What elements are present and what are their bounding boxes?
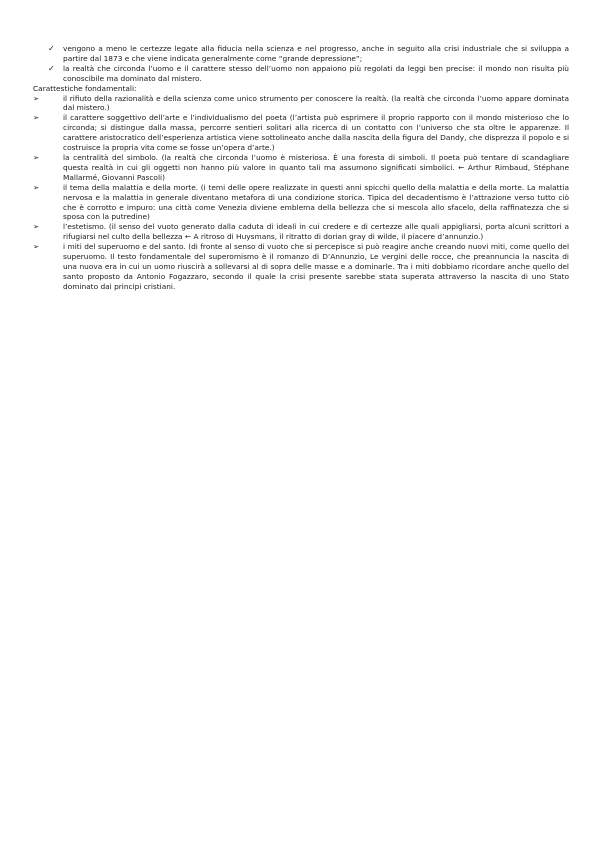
arrow-bullet-icon: ➢ bbox=[33, 242, 40, 252]
arrow-list-item bbox=[33, 153, 569, 183]
arrow-bullet-icon: ➢ bbox=[33, 113, 40, 123]
list-item-text: la realtà che circonda l’uomo e il carattere stesso dell’uomo non appaiono più regolati da leggi ben precise: il mondo non risulta più conoscibile ma dominato dal mistero. bbox=[63, 63, 569, 83]
check-list-item bbox=[33, 64, 569, 84]
list-item-text: vengono a meno le certezze legate alla fiducia nella scienza e nel progresso, anche in seguito alla crisi industriale che si sviluppa a partire dal 1873 e che viene indicata generalmente come “grande depressione”; bbox=[63, 44, 569, 63]
list-item-text: i miti del superuomo e del santo. (di fronte al senso di vuoto che si percepisce si può reagire anche creando nuovi miti, come quello del superuomo. Il testo fondamentale del superomismo è il romanzo di D’Annunzio, Le vergini delle rocce, che preannuncia la nascita di una nuova era in cui un uomo riuscirà a sollevarsi al di sopra delle masse e a dominarle. Tra i miti dobbiamo ricordare anche quello del santo proposto da Antonio Fogazzaro, secondo il quale la crisi presente sarebbe stata superata attraverso la nascita di uno Stato dominato dai principi cristiani. bbox=[63, 242, 569, 291]
checkmark-icon: ✓ bbox=[48, 44, 55, 53]
arrow-bullet-icon: ➢ bbox=[33, 152, 40, 162]
arrow-list-item bbox=[33, 113, 569, 153]
arrow-list-item bbox=[33, 242, 569, 292]
check-list-item bbox=[33, 44, 569, 64]
list-item-text: l’estetismo. (il senso del vuoto generato dalla caduta di ideali in cui credere e di certezze alle quali appigliarsi, porta alcuni scrittori a rifugiarsi nel culto della bellezza ← A ritroso di Huysmans, il ritratto di dorian gray di wilde, il piacere d’annunzio.) bbox=[63, 222, 569, 242]
arrow-list-item bbox=[33, 94, 569, 114]
list-item-text: il carattere soggettivo dell’arte e l’individualismo del poeta (l’artista può esprimere il proprio rapporto con il mondo misterioso che lo circonda; si distingue dalla massa, percorre sentieri solitari alla ricerca di un contatto con l’universo che sta oltre le apparenze. Il carattere aristocratico dell’esperienza artistica viene sottolineato anche dalla nascita della figura del Dandy, che disprezza il popolo e si costruisce la propria vita come se fosse un’opera d’arte.) bbox=[63, 113, 569, 153]
arrow-list-item bbox=[33, 183, 569, 223]
arrow-bullet-icon: ➢ bbox=[33, 182, 40, 192]
section-heading: Carattestiche fondamentali: bbox=[33, 83, 137, 93]
arrow-list-item bbox=[33, 222, 569, 242]
arrow-bullet-icon: ➢ bbox=[33, 93, 40, 103]
document-page bbox=[33, 44, 569, 292]
list-item-text: la centralità del simbolo. (la realtà che circonda l’uomo è misteriosa. È una foresta di simboli. Il poeta può tentare di scandagliare questa realtà in cui gli oggetti non hanno più valore in quanto tali ma assumono significati simbolici. ← Arthur Rimbaud, Stéphane Mallarmé, Giovanni Pascoli) bbox=[63, 152, 569, 182]
arrow-bullet-icon: ➢ bbox=[33, 222, 40, 232]
list-item-text: il rifiuto della razionalità e della scienza come unico strumento per conoscere la realtà. (la realtà che circonda l’uomo appare dominata dal mistero.) bbox=[63, 93, 569, 113]
checkmark-icon: ✓ bbox=[48, 63, 55, 73]
list-item-text: il tema della malattia e della morte. (i temi delle opere realizzate in questi anni spicchi quello della malattia e della morte. La malattia nervosa e la malattia in generale diventano metafora di una condizione storica. Tipica del decadentismo è l’attrazione verso tutto ciò che è corrotto e impuro: una città come Venezia diviene emblema della bellezza che si mescola allo sfacelo, della raffinatezza che si sposa con la putredine) bbox=[63, 182, 569, 222]
